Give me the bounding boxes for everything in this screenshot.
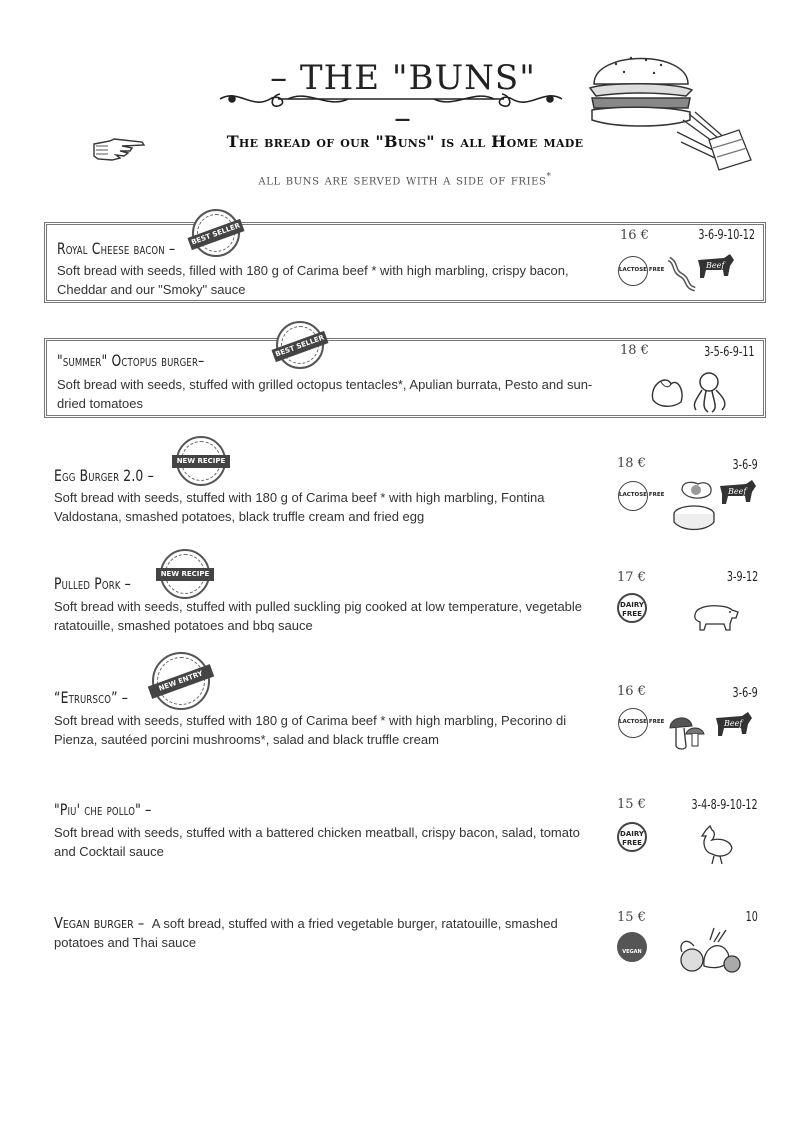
new-recipe-stamp xyxy=(160,549,210,599)
item-price: 15 € xyxy=(617,910,646,925)
item-price: 18 € xyxy=(617,456,646,471)
item-name: Royal Cheese bacon – xyxy=(57,239,176,258)
dairy-free-label-top: DAIRY xyxy=(620,830,644,838)
vegetables-illustration xyxy=(674,926,744,976)
pig-illustration xyxy=(690,600,740,632)
item-description: A soft bread, stuffed with a fried vegetable burger, ratatouille, smashed potatoes and Thai sauce xyxy=(54,916,558,950)
lactose-free-badge: LACTOSE FREE xyxy=(618,708,648,738)
new-entry-stamp xyxy=(152,652,210,710)
best-seller-stamp xyxy=(192,209,240,257)
vegan-badge: VEGAN xyxy=(617,932,647,962)
item-allergens: 3-6-9 xyxy=(732,686,758,701)
served-with-fries-note xyxy=(150,172,660,189)
item-allergens: 10 xyxy=(745,910,758,925)
best-seller-stamp xyxy=(276,321,324,369)
beef-label: Beef xyxy=(724,719,743,728)
fries-illustration xyxy=(673,112,755,174)
porcini-mushroom-illustration xyxy=(666,712,706,752)
item-description: Soft bread with seeds, stuffed with 180 g of Carima beef * with high marbling, Pecorino di Pienza, sautéed porcini mushrooms*, salad and black truffle cream xyxy=(54,713,567,747)
item-allergens: 3-6-9-10-12 xyxy=(698,228,755,243)
item-name: Vegan burger – xyxy=(54,914,145,932)
item-description: Soft bread with seeds, stuffed with pulled suckling pig cooked at low temperature, vegetable ratatouille, smashed potatoes and bbq sauce xyxy=(54,599,583,633)
chicken-illustration xyxy=(696,824,736,866)
item-name: “Etrursco” – xyxy=(54,688,129,707)
item-description: Soft bread with seeds, stuffed with 180 g of Carima beef * with high marbling, Fontina Valdostana, smashed potatoes, black truffle cream and fried egg xyxy=(54,490,545,524)
item-allergens: 3-6-9 xyxy=(732,458,758,473)
best-seller-label: BEST SELLER xyxy=(187,219,244,250)
item-name: Egg Burger 2.0 – xyxy=(54,466,154,485)
item-price: 15 € xyxy=(617,797,646,812)
new-entry-label: NEW ENTRY xyxy=(148,664,214,699)
dairy-free-label-bottom: FREE xyxy=(622,610,642,618)
item-name: "summer" Octopus burger– xyxy=(57,351,205,370)
new-recipe-label: NEW RECIPE xyxy=(172,455,230,468)
served-note-asterisk: * xyxy=(546,172,552,182)
pointing-hand-icon xyxy=(92,136,148,162)
fried-egg-illustration xyxy=(680,478,714,500)
lactose-free-badge: LACTOSE FREE xyxy=(618,256,648,286)
lactose-free-badge: LACTOSE FREE xyxy=(618,481,648,511)
menu-item-royal-cheese-bacon xyxy=(44,222,766,303)
menu-item-piu-che-pollo xyxy=(44,796,766,866)
item-price: 18 € xyxy=(620,343,649,358)
burrata-illustration xyxy=(647,370,687,410)
homemade-bread-note: The bread of our "Buns" is all Home made xyxy=(226,132,584,151)
menu-item-pulled-pork xyxy=(44,568,766,638)
item-allergens: 3-5-6-9-11 xyxy=(704,345,755,360)
beef-label: Beef xyxy=(728,487,747,496)
best-seller-label: BEST SELLER xyxy=(271,331,328,362)
new-recipe-stamp xyxy=(176,436,226,486)
beef-label: Beef xyxy=(706,261,725,270)
item-price: 17 € xyxy=(617,570,646,585)
dairy-free-label-bottom: FREE xyxy=(622,839,642,847)
beef-cow-icon xyxy=(712,710,754,740)
item-price: 16 € xyxy=(617,684,646,699)
item-name: Pulled Pork – xyxy=(54,574,132,593)
octopus-illustration xyxy=(688,370,730,414)
served-with-fries-text: all buns are served with a side of fries xyxy=(258,172,547,189)
item-allergens: 3-4-8-9-10-12 xyxy=(691,798,758,813)
dairy-free-label-top: DAIRY xyxy=(620,601,644,609)
item-allergens: 3-9-12 xyxy=(726,570,758,585)
item-description: Soft bread with seeds, stuffed with grilled octopus tentacles*, Apulian burrata, Pesto and sun-dried tomatoes xyxy=(57,377,593,411)
page-title: – THE "BUNS" – xyxy=(270,58,536,138)
cheese-wheel-illustration xyxy=(672,502,718,532)
menu-item-vegan-burger xyxy=(44,906,766,986)
item-name: "Piu' che pollo" – xyxy=(54,800,152,819)
dairy-free-badge xyxy=(617,822,647,852)
beef-cow-icon xyxy=(694,252,736,282)
dairy-free-badge xyxy=(617,593,647,623)
new-recipe-label: NEW RECIPE xyxy=(156,568,214,581)
beef-cow-icon xyxy=(716,478,758,508)
ornament-flourish xyxy=(218,84,564,114)
item-description: Soft bread with seeds, stuffed with a battered chicken meatball, crispy bacon, salad, tomato and Cocktail sauce xyxy=(54,825,580,859)
vegan-item-text xyxy=(54,914,606,952)
item-price: 16 € xyxy=(620,228,649,243)
item-description: Soft bread with seeds, filled with 180 g of Carima beef * with high marbling, crispy bacon, Cheddar and our "Smoky" sauce xyxy=(57,263,569,297)
